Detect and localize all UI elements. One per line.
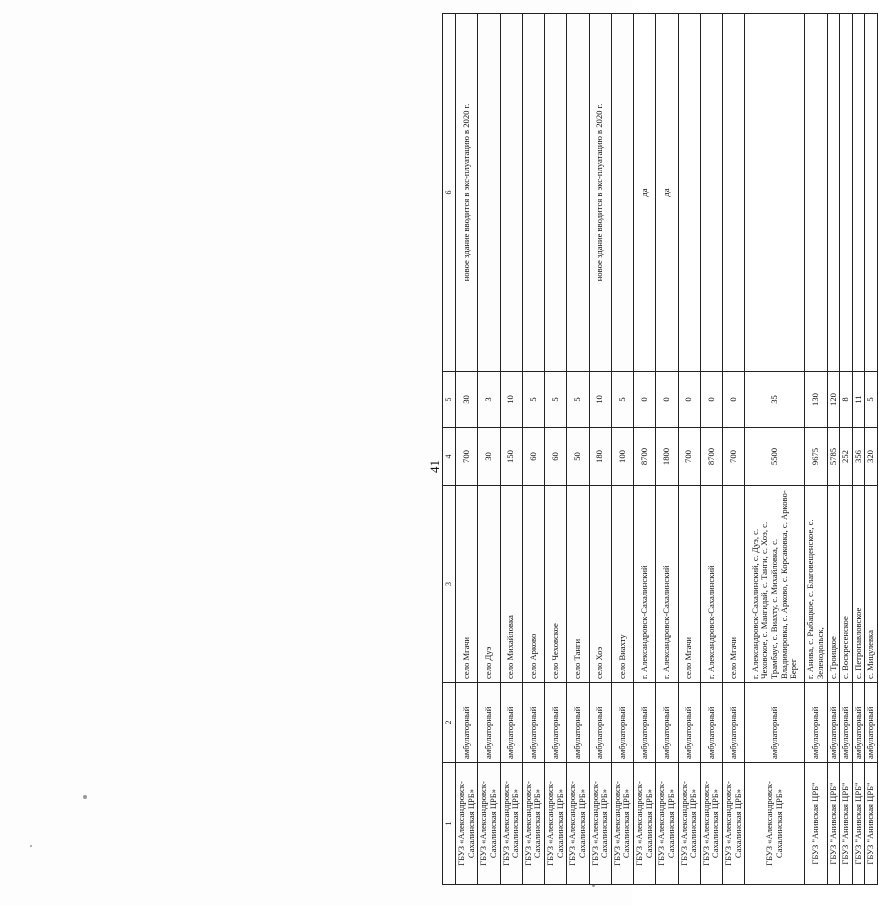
org-cell: ГБУЗ «Александровск-Сахалинская ЦРБ» (567, 763, 589, 885)
value-col4-cell: 60 (545, 428, 567, 486)
note-cell: новое здание вводится в экс-плуатацию в 2020 г. (589, 14, 611, 372)
location-cell: село Михайловка (500, 486, 522, 683)
note-cell (700, 14, 722, 372)
value-col5-cell: 10 (589, 372, 611, 428)
note-cell (522, 14, 544, 372)
value-col5-cell: 5 (865, 372, 878, 428)
table-row (865, 14, 878, 885)
location-cell: село Дуэ (478, 486, 500, 683)
location-cell: село Чеховское (545, 486, 567, 683)
table-row (852, 14, 865, 885)
value-col4-cell: 252 (840, 428, 853, 486)
value-col5-cell: 120 (827, 372, 840, 428)
value-col5-cell: 10 (500, 372, 522, 428)
org-cell: ГБУЗ «Александровск-Сахалинская ЦРБ» (745, 763, 805, 885)
note-cell (852, 14, 865, 372)
note-cell (865, 14, 878, 372)
org-cell: ГБУЗ "Анивская ЦРБ" (840, 763, 853, 885)
care-type-cell: амбулаторный (805, 683, 827, 763)
org-cell: ГБУЗ "Анивская ЦРБ" (852, 763, 865, 885)
org-cell: ГБУЗ "Анивская ЦРБ" (865, 763, 878, 885)
care-type-cell: амбулаторный (478, 683, 500, 763)
care-type-cell: амбулаторный (700, 683, 722, 763)
care-type-cell: амбулаторный (567, 683, 589, 763)
column-header: 4 (443, 428, 456, 486)
value-col4-cell: 700 (678, 428, 700, 486)
org-cell: ГБУЗ «Александровск-Сахалинская ЦРБ» (678, 763, 700, 885)
note-cell: да (656, 14, 678, 372)
note-cell (723, 14, 745, 372)
location-cell: село Виахту (611, 486, 633, 683)
table-header-row (443, 14, 456, 885)
note-cell: новое здание вводится в экс-плуатацию в 2020 г. (456, 14, 478, 372)
location-cell: г. Анива, с. Рыбацкое, с. Благовещенское, с. Зеленодольск, (805, 486, 827, 683)
table-row (500, 14, 522, 885)
value-col4-cell: 320 (865, 428, 878, 486)
table-row (456, 14, 478, 885)
value-col4-cell: 30 (478, 428, 500, 486)
org-cell: ГБУЗ «Александровск-Сахалинская ЦРБ» (545, 763, 567, 885)
page-number: 41 (427, 460, 442, 473)
value-col5-cell: 11 (852, 372, 865, 428)
care-type-cell: амбулаторный (656, 683, 678, 763)
care-type-cell: амбулаторный (723, 683, 745, 763)
location-cell: село Мгачи (723, 486, 745, 683)
value-col5-cell: 30 (456, 372, 478, 428)
location-cell: с. Троицкое (827, 486, 840, 683)
value-col4-cell: 700 (723, 428, 745, 486)
table-row (545, 14, 567, 885)
table-row (589, 14, 611, 885)
value-col5-cell: 0 (634, 372, 656, 428)
value-col5-cell: 0 (723, 372, 745, 428)
note-cell (678, 14, 700, 372)
care-type-cell: амбулаторный (500, 683, 522, 763)
location-cell: с. Петропавловское (852, 486, 865, 683)
value-col4-cell: 100 (611, 428, 633, 486)
note-cell (567, 14, 589, 372)
location-cell: с. Мицулевка (865, 486, 878, 683)
table-row (567, 14, 589, 885)
value-col4-cell: 8700 (634, 428, 656, 486)
org-cell: ГБУЗ «Александровск-Сахалинская ЦРБ» (478, 763, 500, 885)
value-col5-cell: 35 (745, 372, 805, 428)
location-cell: с. Воскресенское (840, 486, 853, 683)
care-type-cell: амбулаторный (852, 683, 865, 763)
value-col4-cell: 700 (456, 428, 478, 486)
value-col4-cell: 5785 (827, 428, 840, 486)
column-header: 6 (443, 14, 456, 372)
column-header: 1 (443, 763, 456, 885)
value-col4-cell: 356 (852, 428, 865, 486)
note-cell (840, 14, 853, 372)
note-cell (478, 14, 500, 372)
value-col4-cell: 5500 (745, 428, 805, 486)
org-cell: ГБУЗ «Александровск-Сахалинская ЦРБ» (634, 763, 656, 885)
care-type-cell: амбулаторный (611, 683, 633, 763)
value-col4-cell: 8700 (700, 428, 722, 486)
value-col5-cell: 0 (700, 372, 722, 428)
org-cell: ГБУЗ «Александровск-Сахалинская ЦРБ» (656, 763, 678, 885)
table-body (456, 14, 878, 885)
note-cell (611, 14, 633, 372)
table-row (745, 14, 805, 885)
care-type-cell: амбулаторный (840, 683, 853, 763)
org-cell: ГБУЗ «Александровск-Сахалинская ЦРБ» (456, 763, 478, 885)
care-type-cell: амбулаторный (678, 683, 700, 763)
org-cell: ГБУЗ «Александровск-Сахалинская ЦРБ» (723, 763, 745, 885)
location-cell: село Мгачи (456, 486, 478, 683)
table-row (678, 14, 700, 885)
care-type-cell: амбулаторный (545, 683, 567, 763)
value-col5-cell: 0 (656, 372, 678, 428)
column-header: 2 (443, 683, 456, 763)
note-cell (745, 14, 805, 372)
org-cell: ГБУЗ «Александровск-Сахалинская ЦРБ» (611, 763, 633, 885)
value-col4-cell: 1800 (656, 428, 678, 486)
location-cell: село Хоэ (589, 486, 611, 683)
value-col5-cell: 5 (611, 372, 633, 428)
location-cell: село Арково (522, 486, 544, 683)
care-type-cell: амбулаторный (827, 683, 840, 763)
value-col5-cell: 8 (840, 372, 853, 428)
note-cell (805, 14, 827, 372)
table-row (656, 14, 678, 885)
value-col5-cell: 130 (805, 372, 827, 428)
care-type-cell: амбулаторный (745, 683, 805, 763)
org-cell: ГБУЗ «Александровск-Сахалинская ЦРБ» (522, 763, 544, 885)
column-header: 5 (443, 372, 456, 428)
value-col5-cell: 0 (678, 372, 700, 428)
value-col4-cell: 50 (567, 428, 589, 486)
location-cell: г. Александровск-Сахалинский, с. Дуэ, с. Чеховское, с. Мангидай, с. Танги, с. Хоэ, с. Трамбаус, с. Виахту, с. Михайловка, с. Владимировка, с. Арково, с. Корсаковка, с. Арково-Берег (745, 486, 805, 683)
org-cell: ГБУЗ "Анивская ЦРБ" (827, 763, 840, 885)
column-header: 3 (443, 486, 456, 683)
org-cell: ГБУЗ «Александровск-Сахалинская ЦРБ» (589, 763, 611, 885)
care-type-cell: амбулаторный (589, 683, 611, 763)
value-col5-cell: 5 (522, 372, 544, 428)
org-cell: ГБУЗ «Александровск-Сахалинская ЦРБ» (700, 763, 722, 885)
location-cell: г. Александровск-Сахалинский (634, 486, 656, 683)
value-col5-cell: 5 (545, 372, 567, 428)
value-col5-cell: 3 (478, 372, 500, 428)
value-col4-cell: 180 (589, 428, 611, 486)
location-cell: г. Александровск-Сахалинский (656, 486, 678, 683)
table-row (827, 14, 840, 885)
care-type-cell: амбулаторный (865, 683, 878, 763)
care-type-cell: амбулаторный (456, 683, 478, 763)
table-row (611, 14, 633, 885)
value-col4-cell: 150 (500, 428, 522, 486)
location-cell: село Танги (567, 486, 589, 683)
location-cell: село Мгачи (678, 486, 700, 683)
value-col4-cell: 60 (522, 428, 544, 486)
table-row (634, 14, 656, 885)
care-type-cell: амбулаторный (634, 683, 656, 763)
table-row (723, 14, 745, 885)
note-cell (827, 14, 840, 372)
org-cell: ГБУЗ "Анивская ЦРБ" (805, 763, 827, 885)
facilities-table (442, 13, 878, 885)
table-row (522, 14, 544, 885)
table-row (478, 14, 500, 885)
note-cell: да (634, 14, 656, 372)
value-col5-cell: 5 (567, 372, 589, 428)
note-cell (545, 14, 567, 372)
org-cell: ГБУЗ «Александровск-Сахалинская ЦРБ» (500, 763, 522, 885)
table-row (805, 14, 827, 885)
table-row (840, 14, 853, 885)
value-col4-cell: 9675 (805, 428, 827, 486)
care-type-cell: амбулаторный (522, 683, 544, 763)
location-cell: г. Александровск-Сахалинский (700, 486, 722, 683)
note-cell (500, 14, 522, 372)
table-row (700, 14, 722, 885)
